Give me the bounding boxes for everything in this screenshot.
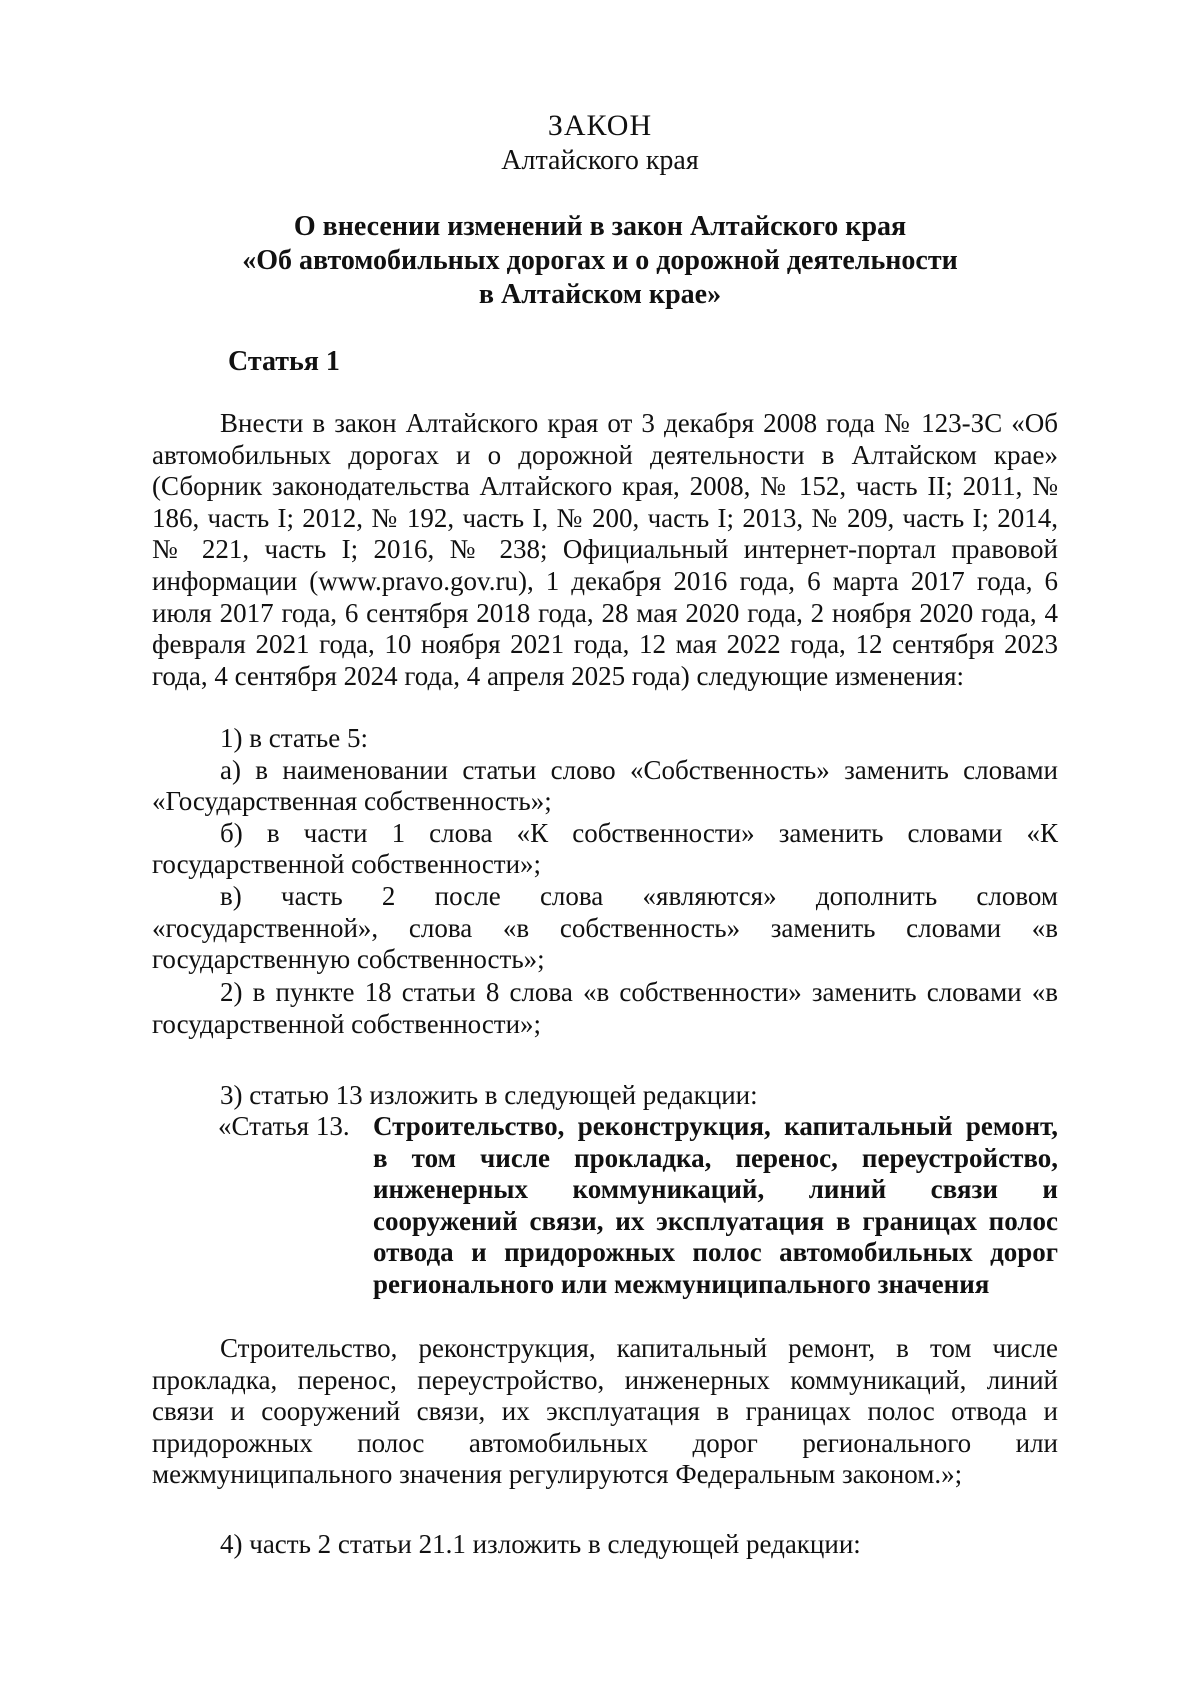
article-13-title: Строительство, реконструкция, капитальный ремонт, в том числе прокладка, перенос, переустройство, инженерных коммуникаций, линий связи и сооружений связи, их эксплуатация в границах полос отвода и придорожных полос автомобильных дорог регионального или межмуниципального значения [373,1111,1058,1299]
article-title: Статья 1 [228,346,340,377]
law-heading: ЗАКОН [547,109,653,142]
article-13-label: «Статья 13. [218,1111,350,1141]
intro-text: Внести в закон Алтайского края от 3 декабря 2008 года № 123-ЗС «Об автомобильных дорогах и о дорожной деятельности в Алтайском крае» (Сборник законодательства Алтайского края, 2008, № 152, часть II; 2011, № 186, часть I; 2012, № 192, часть I, № 200, часть I; 2013, № 209, часть I; 2014, № 221, часть I; 2016, № 238; Официальный интернет-портал правовой информации (www.pravo.gov.ru), 1 декабря 2016 года, 6 марта 2017 года, 6 июля 2017 года, 6 сентября 2018 года, 28 мая 2020 года, 2 ноября 2020 года, 4 февраля 2021 года, 10 ноября 2021 года, 12 мая 2022 года, 12 сентября 2023 года, 4 сентября 2024 года, 4 апреля 2025 года) следующие изменения: [152,408,1058,691]
article-13-body-text: Строительство, реконструкция, капитальный ремонт, в том числе прокладка, перенос, переустройство, инженерных коммуникаций, линий связи и сооружений связи, их эксплуатация в границах полос отвода и придорожных полос автомобильных дорог регионального или межмуниципального значения регулируются Федеральным законом.»; [152,1333,1058,1490]
law-subject-line: О внесении изменений в закон Алтайского края [293,211,907,242]
article-13-body [152,1333,1058,1491]
item-1c-text: в) часть 2 после слова «являются» дополнить словом «государственной», слова «в собственность» заменить словами «в государственную собственность»; [152,880,1058,975]
amendment-item-2 [152,977,1058,1040]
amendment-item-3 [152,1080,1058,1112]
amendment-item-1 [152,723,1058,976]
law-subject [0,210,1200,312]
law-region: Алтайского края [501,145,699,176]
law-subject-line: в Алтайском крае» [478,279,722,310]
item-1-text: 1) в статье 5: [220,723,368,753]
item-4-text: 4) часть 2 статьи 21.1 изложить в следующей редакции: [220,1529,861,1559]
item-1b-text: б) в части 1 слова «К собственности» заменить словами «К государственной собственности»; [152,817,1058,880]
intro-paragraph [152,408,1058,692]
amendment-item-4 [152,1529,1058,1561]
item-1a-text: а) в наименовании статьи слово «Собственность» заменить словами «Государственная собственность»; [152,754,1058,817]
item-2-text: 2) в пункте 18 статьи 8 слова «в собственности» заменить словами «в государственной собственности»; [152,977,1058,1039]
law-subject-line: «Об автомобильных дорогах и о дорожной деятельности [242,245,958,276]
item-3-text: 3) статью 13 изложить в следующей редакции: [220,1080,758,1110]
